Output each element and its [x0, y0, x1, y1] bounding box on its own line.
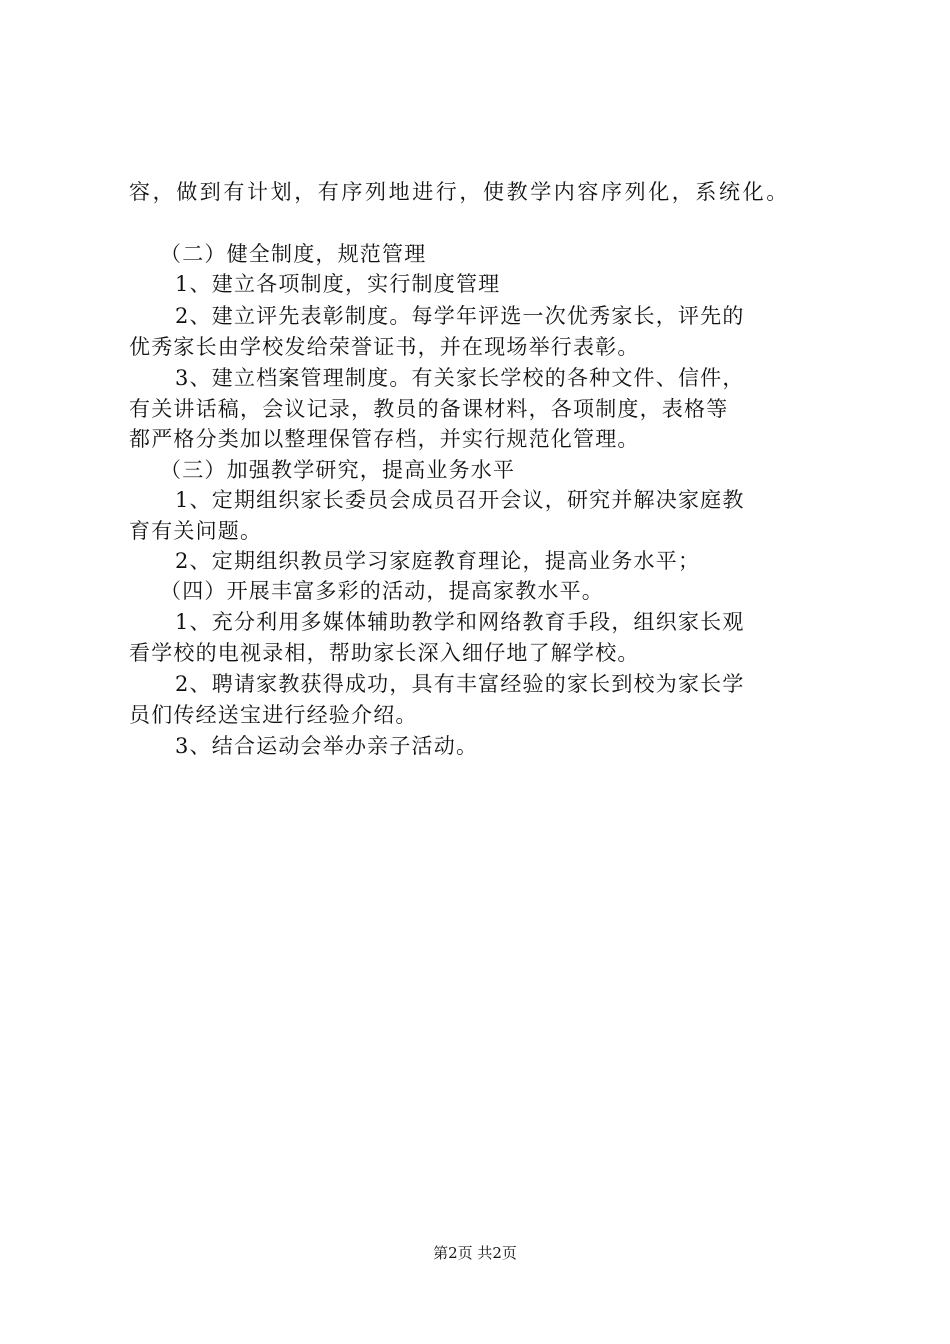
list-item: 1、充分利用多媒体辅助教学和网络教育手段，组织家长观 — [175, 610, 745, 634]
paragraph-line: 员们传经送宝进行经验介绍。 — [129, 703, 418, 727]
list-item: 1、建立各项制度，实行制度管理 — [175, 272, 501, 296]
paragraph-line: 容，做到有计划，有序列地进行，使教学内容序列化，系统化。 — [129, 180, 790, 204]
paragraph-line: 有关讲话稿，会议记录，教员的备课材料，各项制度，表格等 — [129, 397, 729, 421]
section-heading: （三）加强教学研究，提高业务水平 — [160, 458, 516, 482]
list-item: 3、建立档案管理制度。有关家长学校的各种文件、信件， — [175, 366, 745, 390]
paragraph-line: 育有关问题。 — [129, 519, 263, 543]
section-heading: （四）开展丰富多彩的活动，提高家教水平。 — [160, 579, 604, 603]
list-item: 2、定期组织教员学习家庭教育理论，提高业务水平； — [175, 549, 701, 573]
section-heading: （二）健全制度，规范管理 — [160, 242, 427, 266]
list-item: 1、定期组织家长委员会成员召开会议，研究并解决家庭教 — [175, 488, 745, 512]
paragraph-line: 优秀家长由学校发给荣誉证书，并在现场举行表彰。 — [129, 335, 640, 359]
list-item: 2、聘请家教获得成功，具有丰富经验的家长到校为家长学 — [175, 672, 745, 696]
list-item: 2、建立评先表彰制度。每学年评选一次优秀家长，评先的 — [175, 304, 745, 328]
paragraph-line: 看学校的电视录相，帮助家长深入细仔地了解学校。 — [129, 641, 640, 665]
paragraph-line: 都严格分类加以整理保管存档，并实行规范化管理。 — [129, 427, 640, 451]
list-item: 3、结合运动会举办亲子活动。 — [175, 734, 479, 758]
page-footer: 第2页 共2页 — [433, 1244, 517, 1262]
